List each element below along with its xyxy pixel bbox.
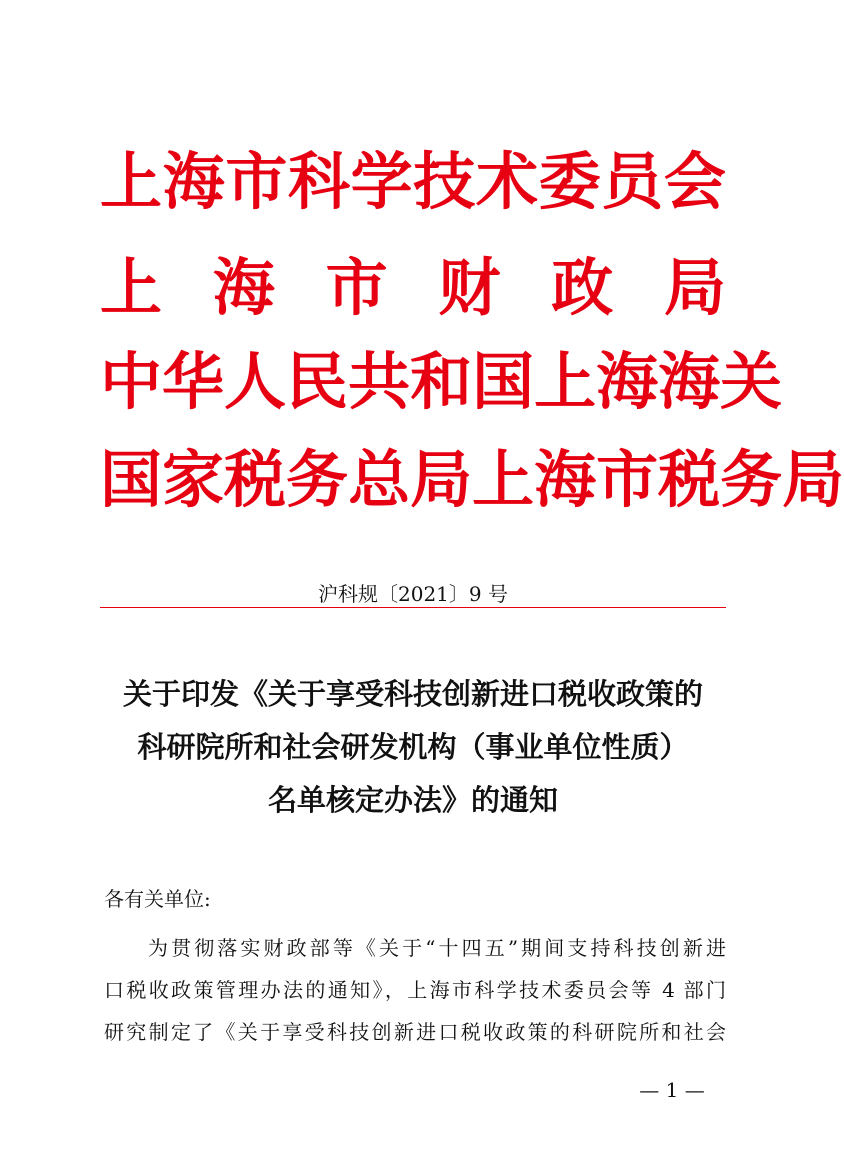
document-title xyxy=(60,668,766,827)
page-number: — 1 — xyxy=(639,1078,705,1102)
body-line: 研究制定了《关于享受科技创新进口税收政策的科研院所和社会 xyxy=(104,1020,726,1044)
body-paragraph xyxy=(104,927,726,1053)
salutation: 各有关单位: xyxy=(104,887,211,911)
title-line: 关于印发《关于享受科技创新进口税收政策的 xyxy=(122,677,703,711)
issuer-name: 国 家 税 务 总 局 上 海 市 税 务 局 xyxy=(100,443,844,516)
body-line: 为贯彻落实财政部等《关于“十四五”期间支持科技创新进 xyxy=(148,936,726,960)
body-line: 口税收政策管理办法的通知》，上海市科学技术委员会等 4 部门 xyxy=(104,978,726,1002)
issuer-name: 上 海 市 科 学 技 术 委 员 会 xyxy=(100,145,726,218)
title-line: 科研院所和社会研发机构（事业单位性质） xyxy=(137,730,689,764)
issuer-name: 上 海 市 财 政 局 xyxy=(100,251,726,324)
document-number: 沪科规〔2021〕9 号 xyxy=(318,582,508,606)
issuer-name: 中 华 人 民 共 和 国 上 海 海 关 xyxy=(100,345,783,418)
title-line: 名单核定办法》的通知 xyxy=(267,783,558,817)
red-divider-line xyxy=(100,607,726,608)
